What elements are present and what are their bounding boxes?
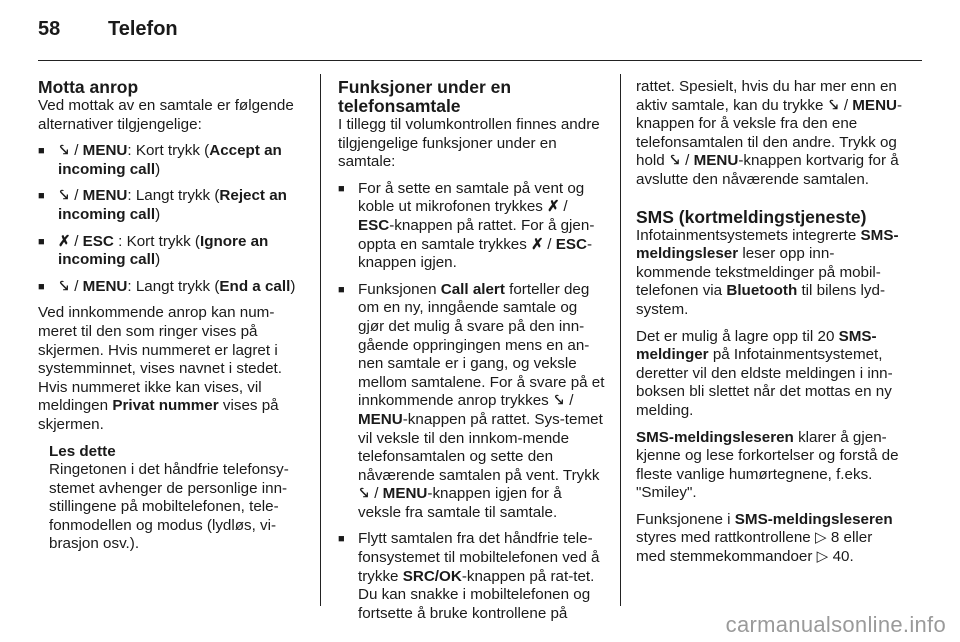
column-divider-2: [620, 74, 621, 606]
list-item: ■ ⤥ / MENU: Kort trykk (Accept an incoming call): [38, 142, 306, 179]
column-2: [338, 78, 606, 631]
paragraph: rattet. Spesielt, hvis du har mer enn en aktiv samtale, kan du trykke ⤥ / MENU-knappen for å veksle fra den ene telefonsamtalen til den andre. Trykk og hold ⤥ / MENU-knappen kortvarig for å avslutte den nåværende samtalen.: [636, 78, 903, 188]
phone-icon: ⤥: [554, 392, 564, 410]
page-ref-icon: ▷: [814, 529, 827, 547]
list-item: ■ ✗ / ESC : Kort trykk (Ignore an incoming call): [38, 233, 306, 270]
paragraph: Det er mulig å lagre opp til 20 SMS-meldinger på Infotainmentsystemet, deretter vil den eldste meldingen i inn-boksen bli slettet når det mottas en ny melding.: [636, 327, 893, 419]
phone-icon: ⤥: [359, 485, 369, 503]
section-heading-funksjoner: Funksjoner under en telefonsamtale: [338, 77, 512, 116]
page-header: [38, 18, 178, 41]
page-number: 58: [38, 18, 61, 40]
note-title: Les dette: [49, 442, 116, 460]
note-box: [38, 443, 306, 555]
column-1: [38, 78, 306, 554]
column-divider-1: [320, 74, 321, 606]
chapter-title: Telefon: [108, 18, 178, 40]
list-item: ■ For å sette en samtale på vent og koble ut mikrofonen trykkes ✗ / ESC-knappen på rattet. For å gjen-oppta en samtale trykkes ✗ / ESC-knappen igjen.: [338, 180, 606, 273]
phone-icon: ⤥: [59, 277, 69, 295]
mute-mic-icon: ✗: [547, 198, 560, 216]
paragraph: Ved innkommende anrop kan num-meret til den som ringer vises på skjermen. Hvis nummeret er lagret i systemminnet, vises navnet i stedet. Hvis nummeret ikke kan vises, vil meldingen Privat nummer vises på skjermen.: [38, 304, 282, 433]
mute-mic-icon: ✗: [531, 235, 544, 253]
phone-icon: ⤥: [59, 142, 69, 160]
list-item: ■ Flytt samtalen fra det håndfrie tele-fonsystemet til mobiltelefonen ved å trykke SRC/OK-knappen på rat-tet. Du kan snakke i mobiltelefonen og fortsette å bruke kontrollene på: [338, 530, 606, 623]
paragraph: SMS-meldingsleseren klarer å gjen-kjenne og lese forkortelser og forstå de fleste vanlige humørtegnene, f.eks. "Smiley".: [636, 428, 899, 502]
list-item: ■ Funksjonen Call alert forteller deg om en ny, inngående samtale og gjør det mulig å svare på den inn-gående oppringingen mens en an-nen samtale er i gang, og veksle mellom samtalene. For å svare på et innkommende anrop trykkes ⤥ / MENU-knappen på rattet. Sys-temet vil veksle til den innkom-mende telefonsamtalen og sette den nåværende samtalen på vent. Trykk ⤥ / MENU-knappen igjen for å veksle fra samtale til samtale.: [338, 281, 606, 523]
phone-icon: ⤥: [829, 96, 838, 114]
list-item: ■ ⤥ / MENU: Langt trykk (End a call): [38, 278, 306, 297]
paragraph: Funksjonene i SMS-meldingsleseren styres med rattkontrollene ▷ 8 eller med stemmekommandoer ▷ 40.: [636, 510, 893, 566]
section-heading-motta-anrop: Motta anrop: [38, 77, 139, 97]
intro-text: I tillegg til volumkontrollen finnes andre tilgjengelige funksjoner under en samtale:: [338, 116, 600, 171]
intro-text: Ved mottak av en samtale er følgende alternativer tilgjengelige:: [38, 97, 294, 133]
section-heading-sms: SMS (kortmeldingstjeneste): [636, 206, 867, 227]
list-item: ■ ⤥ / MENU: Langt trykk (Reject an incoming call): [38, 187, 306, 224]
header-rule: [38, 60, 922, 61]
column-3: [636, 78, 904, 575]
phone-icon: ⤥: [59, 187, 69, 205]
phone-icon: ⤥: [670, 152, 680, 170]
note-text: Ringetonen i det håndfrie telefonsy-stemet avhenger de personlige inn-stillingene på mobiltelefonen, tele-fonmodellen og modus (lydløs, vi-brasjon osv.).: [49, 461, 289, 553]
mute-mic-icon: ✗: [58, 232, 71, 250]
page-ref-icon: ▷: [816, 548, 829, 566]
paragraph: Infotainmentsystemets integrerte SMS-meldingsleser leser opp inn-kommende tekstmeldinger på mobil-telefonen via Bluetooth til bilens lyd-system.: [636, 226, 899, 318]
watermark[interactable]: carmanualsonline.info: [725, 612, 946, 637]
